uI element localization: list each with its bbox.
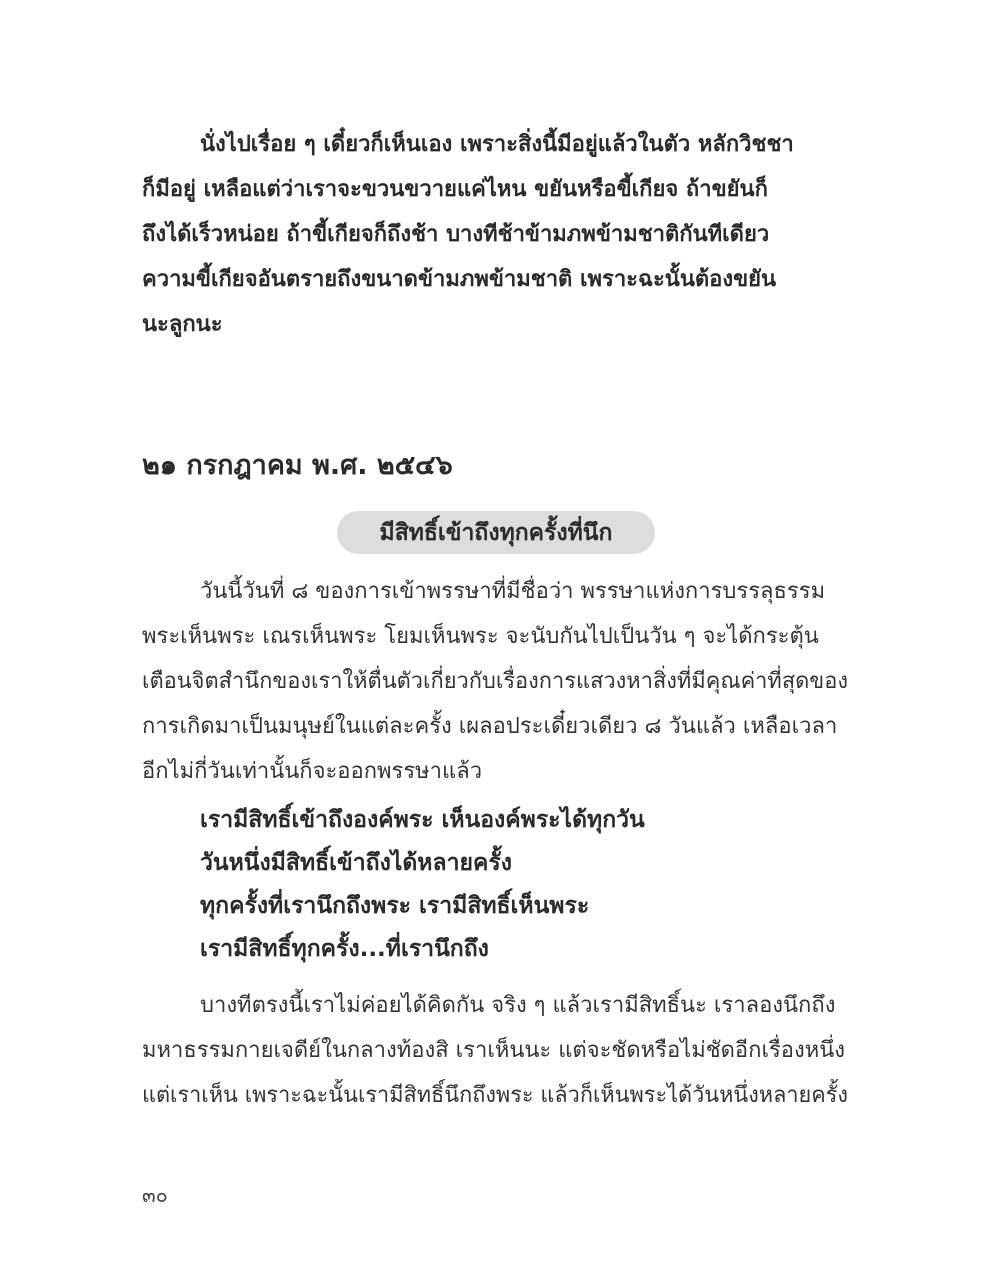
intro-line-5: นะลูกนะ	[142, 312, 223, 337]
body1-line-1: วันนี้วันที่ ๘ ของการเข้าพรรษาที่มีชื่อว่า พรรษาแห่งการบรรลุธรรม	[200, 579, 826, 604]
intro-paragraph	[142, 122, 848, 347]
page-number: ๓๐	[142, 1183, 168, 1207]
verse-line-3: ทุกครั้งที่เรานึกถึงพระ เรามีสิทธิ์เห็นพระ	[200, 893, 590, 919]
section-title-pill	[337, 511, 655, 554]
body2-line-3: แต่เราเห็น เพราะฉะนั้นเรามีสิทธิ์นึกถึงพระ แล้วก็เห็นพระได้วันหนึ่งหลายครั้ง	[142, 1083, 848, 1108]
body-paragraph-1	[142, 569, 848, 794]
body1-line-2: พระเห็นพระ เณรเห็นพระ โยมเห็นพระ จะนับกันไปเป็นวัน ๆ จะได้กระตุ้น	[142, 624, 819, 649]
section-title: มีสิทธิ์เข้าถึงทุกครั้งที่นึก	[379, 519, 613, 546]
body2-line-2: มหาธรรมกายเจดีย์ในกลางท้องสิ เราเห็นนะ แต่จะชัดหรือไม่ชัดอีกเรื่องหนึ่ง	[142, 1038, 846, 1063]
intro-line-2: ก็มีอยู่ เหลือแต่ว่าเราจะขวนขวายแค่ไหน ขยันหรือขี้เกียจ ถ้าขยันก็	[142, 177, 768, 202]
intro-line-1: นั่งไปเรื่อย ๆ เดี๋ยวก็เห็นเอง เพราะสิ่งนี้มีอยู่แล้วในตัว หลักวิชชา	[200, 132, 794, 157]
verse-line-2: วันหนึ่งมีสิทธิ์เข้าถึงได้หลายครั้ง	[200, 850, 512, 876]
body1-line-3: เตือนจิตสำนึกของเราให้ตื่นตัวเกี่ยวกับเรื่องการแสวงหาสิ่งที่มีคุณค่าที่สุดของ	[142, 669, 848, 694]
verse-line-4: เรามีสิทธิ์ทุกครั้ง...ที่เรานึกถึง	[200, 936, 489, 962]
intro-line-3: ถึงได้เร็วหน่อย ถ้าขี้เกียจก็ถึงช้า บางทีช้าข้ามภพข้ามชาติกันทีเดียว	[142, 222, 770, 247]
intro-line-4: ความขี้เกียจอันตรายถึงขนาดข้ามภพข้ามชาติ เพราะฉะนั้นต้องขยัน	[142, 267, 777, 292]
verse-block	[200, 799, 645, 971]
date-heading: ๒๑ กรกฎาคม พ.ศ. ๒๕๔๖	[142, 450, 453, 481]
verse-line-1: เรามีสิทธิ์เข้าถึงองค์พระ เห็นองค์พระได้ทุกวัน	[200, 807, 645, 833]
body1-line-4: การเกิดมาเป็นมนุษย์ในแต่ละครั้ง เผลอประเดี๋ยวเดียว ๘ วันแล้ว เหลือเวลา	[142, 714, 838, 739]
body1-line-5: อีกไม่กี่วันเท่านั้นก็จะออกพรรษาแล้ว	[142, 759, 483, 784]
body2-line-1: บางทีตรงนี้เราไม่ค่อยได้คิดกัน จริง ๆ แล้วเรามีสิทธิ์นะ เราลองนึกถึง	[200, 993, 836, 1018]
body-paragraph-2	[142, 983, 848, 1118]
